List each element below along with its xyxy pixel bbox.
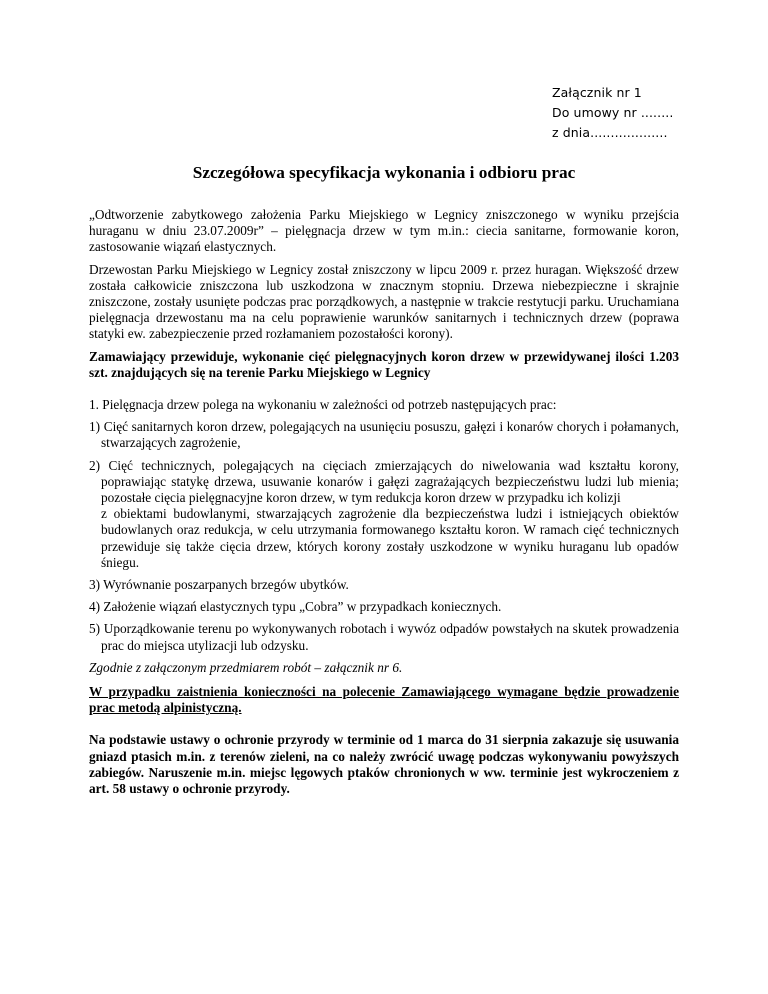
care-intro: 1. Pielęgnacja drzew polega na wykonaniu w zależności od potrzeb następujących prac: — [89, 397, 557, 413]
attachment-header — [552, 84, 673, 144]
spacer — [89, 387, 679, 397]
document-body — [89, 207, 679, 803]
list-item-3: 3) Wyrównanie poszarpanych brzegów ubytków. — [89, 577, 349, 593]
attachment-number: Załącznik nr 1 — [552, 85, 642, 100]
list-item-2-text: 2) Cięć technicznych, polegających na cięciach zmierzających do niwelowania wad kształtu korony, poprawiając statykę drzewa, usuwanie konarów i gałęzi zagrażających bezpieczeństwu ludzi lub mienia; pozostałe cięcia pielęgnacyjne koron drzew, w tym redukcja koron drzew w przypadku ich kolizji — [89, 457, 679, 506]
list-item-4: 4) Założenie wiązań elastycznych typu „Cobra” w przypadkach koniecznych. — [89, 599, 502, 615]
contract-number: Do umowy nr ........ — [552, 105, 674, 120]
description-paragraph: Drzewostan Parku Miejskiego w Legnicy został zniszczony w lipcu 2009 r. przez huragan. Większość drzew została całkowicie zniszczona lub uszkodzona w znacznym stopniu. Drzewa niebezpieczne i skrajnie zniszczone, zostały usunięte podczas prac porządkowych, a następnie w trakcie restytucji parku. Uruchamiana pielęgnacja drzewostanu ma na celu poprawienie warunków sanitarnych i technicznych drzew (poprawa statyki ew. zabezpieczenie przed rozłamaniem pozostałości korony). — [89, 261, 679, 342]
reference-note: Zgodnie z załączonym przedmiarem robót – załącznik nr 6. — [89, 659, 403, 675]
list-item-1: 1) Cięć sanitarnych koron drzew, polegających na usunięciu posuszu, gałęzi i konarów chorych i połamanych, stwarzających zagrożenie, — [89, 419, 679, 451]
order-statement: Zamawiający przewiduje, wykonanie cięć pielęgnacyjnych koron drzew w przewidywanej ilości 1.203 szt. znajdujących się na terenie Parku Miejskiego w Legnicy — [89, 348, 679, 380]
contract-date: z dnia................... — [552, 125, 668, 140]
list-item-5: 5) Uporządkowanie terenu po wykonywanych robotach i wywóz odpadów powstałych na skutek prowadzenia prac do miejsca utylizacji lub odzysku. — [89, 621, 679, 653]
list-item-2-continuation: z obiektami budowlanymi, stwarzających zagrożenie dla bezpieczeństwa ludzi i istniejących obiektów budowlanych oraz redukcja, w celu utrzymania formowanego kształtu koron. W ramach cięć technicznych przewiduje się także cięcia drzew, których korony zostały uszkodzone w wyniku huraganu lub opadów śniegu. — [101, 506, 679, 570]
alpine-warning: W przypadku zaistnienia konieczności na polecenie Zamawiającego wymagane będzie prowadzenie prac metodą alpinistyczną. — [89, 684, 679, 716]
intro-paragraph: „Odtworzenie zabytkowego założenia Parku Miejskiego w Legnicy zniszczonego w wyniku przejścia huraganu w dniu 23.07.2009r” – pielęgnacja drzew w tym m.in.: ciecia sanitarne, formowanie koron, zastosowanie wiązań elastycznych. — [89, 207, 679, 255]
nature-protection-note: Na podstawie ustawy o ochronie przyrody w terminie od 1 marca do 31 sierpnia zakazuje się usuwania gniazd ptasich m.in. z terenów zieleni, na co należy zwrócić uwagę podczas wykonywaniu powyższych zabiegów. Naruszenie m.in. miejsc lęgowych ptaków chronionych w ww. terminie jest wykroczeniem z art. 58 ustawy o ochronie przyrody. — [89, 732, 679, 797]
list-item-2 — [89, 458, 679, 571]
document-title: Szczegółowa specyfikacja wykonania i odbioru prac — [192, 163, 576, 182]
